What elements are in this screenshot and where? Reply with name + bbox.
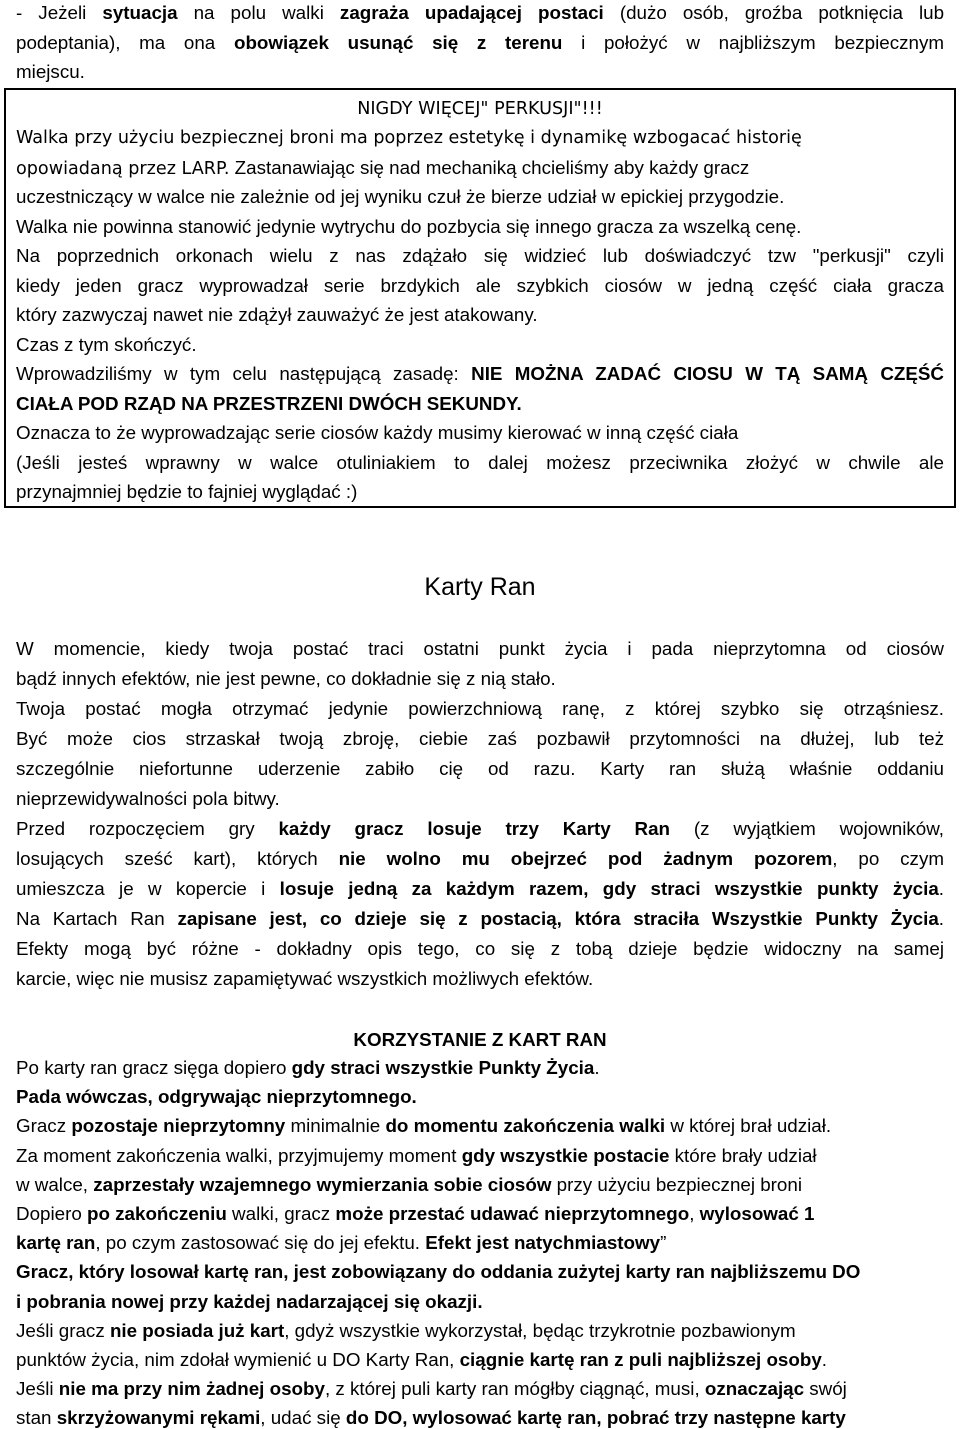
section-line: W momencie, kiedy twoja postać traci ostatni punkt życia i pada nieprzytomna od ciosów <box>16 638 944 659</box>
box-line: (Jeśli jesteś wprawny w walce otuliniakiem to dalej możesz przeciwnika złożyć w chwile ale <box>16 452 944 473</box>
box-line: Na poprzednich orkonach wielu z nas zdążało się widzieć lub doświadczyć tzw "perkusji" czyli <box>16 245 944 266</box>
usage-line: Po karty ran gracz sięga dopiero gdy straci wszystkie Punkty Życia. <box>16 1057 600 1078</box>
usage-line: Jeśli gracz nie posiada już kart, gdyż wszystkie wykorzystał, będąc trzykrotnie pozbawionym <box>16 1319 796 1341</box>
intro-line-2: podeptania), ma ona obowiązek usunąć się z terenu i położyć w najbliższym bezpiecznym <box>16 32 944 53</box>
section-line: Na Kartach Ran zapisane jest, co dzieje się z postacią, która straciła Wszystkie Punkty Życia. <box>16 908 944 929</box>
section-line: Efekty mogą być różne - dokładny opis tego, co się z tobą dzieje będzie widoczny na samej <box>16 938 944 959</box>
box-line: kiedy jeden gracz wyprowadzał serie brzdykich ale szybkich ciosów w jedną część ciała gracza <box>16 275 944 296</box>
usage-line: Za moment zakończenia walki, przyjmujemy moment gdy wszystkie postacie które brały udział <box>16 1144 817 1166</box>
section-line: losujących sześć kart), których nie wolno mu obejrzeć pod żadnym pozorem, po czym <box>16 848 944 869</box>
usage-heading: KORZYSTANIE Z KART RAN <box>353 1029 607 1050</box>
rule-box <box>4 88 956 508</box>
usage-line: Pada wówczas, odgrywając nieprzytomnego. <box>16 1086 417 1108</box>
usage-line: i pobrania nowej przy każdej nadarzającej się okazji. <box>16 1290 483 1312</box>
usage-line: Gracz pozostaje nieprzytomny minimalnie do momentu zakończenia walki w której brał udział. <box>16 1115 832 1137</box>
section-line: Być może cios strzaskał twoją zbroję, ciebie zaś pozbawił przytomności na dłużej, lub też <box>16 728 944 749</box>
usage-line: punktów życia, nim zdołał wymienić u DO Karty Ran, ciągnie kartę ran z puli najbliższej osoby. <box>16 1349 827 1370</box>
usage-line: stan skrzyżowanymi rękami, udać się do DO, wylosować kartę ran, pobrać trzy następne karty <box>16 1407 846 1429</box>
intro-line-1: - Jeżeli sytuacja na polu walki zagraża upadającej postaci (dużo osób, groźba potknięcia lub <box>16 2 945 23</box>
box-line: Walka nie powinna stanowić jedynie wytrychu do pozbycia się innego gracza za wszelką cenę. <box>16 216 802 237</box>
usage-line: kartę ran, po czym zastosować się do jej efektu. Efekt jest natychmiastowy” <box>16 1232 667 1254</box>
box-line: opowiadaną przez LARP. Zastanawiając się nad mechaniką chcieliśmy aby każdy gracz <box>16 157 750 179</box>
box-line: Walka przy użyciu bezpiecznej broni ma poprzez estetykę i dynamikę wzbogacać historię <box>16 128 802 148</box>
box-line: Oznacza to że wyprowadzając serie ciosów każdy musimy kierować w inną część ciała <box>16 422 739 443</box>
box-heading: NIGDY WIĘCEJ" PERKUSJI"!!! <box>357 99 603 119</box>
section-line: karcie, więc nie musisz zapamiętywać wszystkich możliwych efektów. <box>16 968 594 989</box>
box-line: CIAŁA POD RZĄD NA PRZESTRZENI DWÓCH SEKUNDY. <box>16 393 522 414</box>
section-line: nieprzewidywalności pola bitwy. <box>16 788 280 809</box>
box-line: uczestniczący w walce nie zależnie od jej wyniku czuł że bierze udział w epickiej przygodzie. <box>16 186 785 207</box>
box-line: Wprowadziliśmy w tym celu następującą zasadę: NIE MOŻNA ZADAĆ CIOSU W TĄ SAMĄ CZĘŚĆ <box>16 363 944 384</box>
section-line: bądź innych efektów, nie jest pewne, co dokładnie się z nią stało. <box>16 668 556 689</box>
section-line: szczególnie niefortunne uderzenie zabiło cię od razu. Karty ran służą właśnie oddaniu <box>16 758 944 779</box>
box-line: który zazwyczaj nawet nie zdążył zauważyć że jest atakowany. <box>16 304 538 325</box>
section-line: Twoja postać mogła otrzymać jedynie powierzchniową ranę, z której szybko się otrząśniesz. <box>16 698 944 719</box>
section-line: umieszcza je w kopercie i losuje jedną za każdym razem, gdy straci wszystkie punkty życia. <box>16 878 944 899</box>
section-title: Karty Ran <box>424 573 536 601</box>
usage-line: Gracz, który losował kartę ran, jest zobowiązany do oddania zużytej karty ran najbliższemu DO <box>16 1261 861 1283</box>
usage-line: Dopiero po zakończeniu walki, gracz może przestać udawać nieprzytomnego, wylosować 1 <box>16 1203 815 1224</box>
section-line: Przed rozpoczęciem gry każdy gracz losuje trzy Karty Ran (z wyjątkiem wojowników, <box>16 818 944 839</box>
intro-line-3: miejscu. <box>16 61 85 82</box>
box-line: Czas z tym skończyć. <box>16 334 197 355</box>
usage-line: w walce, zaprzestały wzajemnego wymierzania sobie ciosów przy użyciu bezpiecznej broni <box>16 1173 802 1195</box>
box-line: przynajmniej będzie to fajniej wyglądać :) <box>16 481 358 502</box>
usage-line: Jeśli nie ma przy nim żadnej osoby, z której puli karty ran mógłby ciągnąć, musi, oznaczając swój <box>16 1378 847 1400</box>
